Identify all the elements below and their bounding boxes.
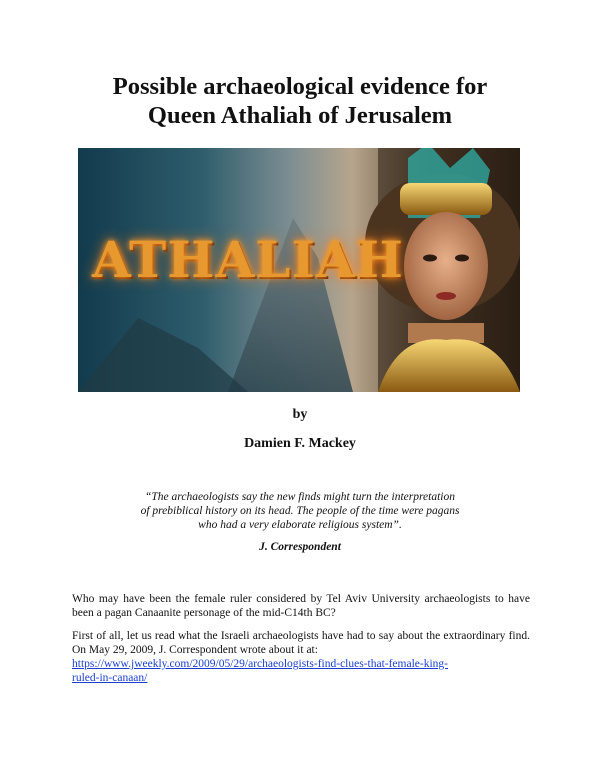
golden-crown: [400, 183, 492, 215]
link-line-1[interactable]: https://www.jweekly.com/2009/05/29/archaeologists-find-clues-that-female-king-: [72, 658, 448, 670]
banner-title-text: ATHALIAH: [92, 230, 404, 289]
document-title: [0, 72, 600, 130]
author-name: Damien F. Mackey: [244, 436, 356, 451]
title-line-1: Possible archaeological evidence for: [112, 73, 488, 100]
paragraph-2: First of all, let us read what the Israeli archaeologists have had to say about the extraordinary find. On May 29, 2009, J. Correspondent wrote about it at:: [72, 630, 530, 656]
face-shape: [404, 212, 488, 320]
quote-line-1: “The archaeologists say the new finds might turn the interpretation: [145, 491, 455, 503]
quote-line-2: of prebiblical history on its head. The people of the time were pagans: [140, 505, 460, 517]
athaliah-banner-image: [78, 148, 520, 392]
source-link[interactable]: [72, 657, 530, 685]
title-line-2: Queen Athaliah of Jerusalem: [147, 102, 453, 129]
link-line-2[interactable]: ruled-in-canaan/: [72, 672, 148, 684]
quote-line-3: who had a very elaborate religious system”.: [198, 519, 402, 531]
by-label: by: [292, 407, 308, 422]
hill-shape: [78, 318, 248, 392]
epigraph-quote: [100, 490, 500, 532]
paragraph-1: Who may have been the female ruler considered by Tel Aviv University archaeologists to have been a pagan Canaanite personage of the mid-C14th BC?: [72, 593, 530, 619]
quote-source: J. Correspondent: [259, 541, 341, 553]
